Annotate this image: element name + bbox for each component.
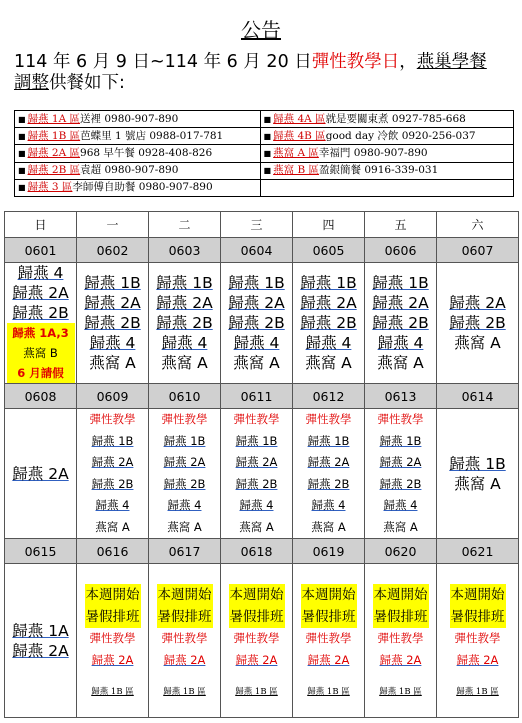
menu-line: 歸燕 2A [379, 455, 422, 469]
banner-line [221, 584, 292, 606]
menu-line: 歸燕 2B [372, 314, 429, 332]
menu-line: 歸燕 2A [163, 455, 206, 469]
vendor-name-phone: 盈銀簡餐 0916-339-031 [319, 164, 439, 177]
banner-line [293, 584, 364, 606]
menu-line: 歸燕 4 [95, 498, 130, 512]
day-cell [293, 409, 365, 539]
menu-line: 歸燕 1A [12, 621, 69, 640]
menu-line: 歸燕 1B [307, 433, 350, 448]
menu-line: 燕窩 A [377, 354, 424, 372]
day-cell [437, 564, 519, 718]
date-row [5, 539, 519, 564]
zone-tag: 歸燕 1B 區 [91, 687, 134, 697]
leave-note-line: 6 月請假 [17, 366, 64, 380]
day-cell [437, 409, 519, 539]
date-cell: 0614 [437, 384, 519, 409]
day-cell [149, 263, 221, 384]
flex-teaching-label: 彈性教學 [233, 631, 280, 645]
menu-line: 歸燕 2B [12, 304, 69, 322]
menu-line: 歸燕 2A [12, 464, 69, 483]
vendor-table [14, 110, 514, 197]
menu-line: 歸燕 1B [228, 274, 285, 292]
menu-line: 歸燕 1B [379, 433, 422, 448]
vendor-row [15, 162, 514, 179]
menu-line: 歸燕 1B [372, 274, 429, 292]
menu-line: 歸燕 4 [89, 334, 136, 352]
flex-teaching-label: 彈性教學 [305, 631, 352, 645]
bullet-icon: ■ [263, 114, 272, 124]
menu-line: 歸燕 4 [239, 498, 274, 512]
day-cell [149, 409, 221, 539]
menu-line: 歸燕 2A [228, 294, 285, 312]
date-cell: 0605 [293, 238, 365, 263]
flex-teaching-label: 彈性教學 [161, 412, 208, 426]
menu-line: 歸燕 1B [91, 433, 134, 448]
bullet-icon: ■ [18, 148, 26, 158]
vendor-zone: 歸燕 1B 區 [27, 129, 81, 142]
date-cell: 0607 [437, 238, 519, 263]
menu-line: 燕窩 A [454, 474, 501, 493]
leave-note-line: 歸燕 1A,3 [12, 326, 69, 340]
menu-line: 歸燕 2A [235, 455, 278, 469]
weekday-header: 四 [293, 212, 365, 238]
vendor-cell [260, 111, 513, 128]
banner-line [77, 584, 148, 606]
bullet-icon: ■ [18, 131, 26, 141]
vendor-cell [15, 128, 261, 145]
summer-banner: 本週開始 [229, 584, 285, 606]
zone-tag: 歸燕 1B 區 [235, 687, 278, 697]
bullet-icon: ■ [263, 131, 272, 141]
vendor-zone: 燕窩 B 區 [273, 164, 320, 177]
vendor-name-phone: 袁超 0980-907-890 [80, 164, 179, 177]
date-cell: 0604 [221, 238, 293, 263]
day-cell [365, 263, 437, 384]
flex-teaching-label: 彈性教學 [305, 412, 352, 426]
summer-banner: 本週開始 [301, 584, 357, 606]
summer-banner: 暑假排班 [301, 606, 357, 628]
day-cell [221, 263, 293, 384]
vendor-name-phone: 芭蝶里 1 號店 0988-017-781 [80, 129, 224, 142]
menu-line: 歸燕 2A [300, 294, 357, 312]
vendor-row [15, 111, 514, 128]
menu-line: 歸燕 1B [449, 454, 506, 473]
vendor-cell [15, 145, 261, 162]
menu-line: 歸燕 2B [300, 314, 357, 332]
menu-line: 歸燕 2B [235, 476, 278, 491]
menu-line: 歸燕 2A [12, 641, 69, 660]
menu-line: 歸燕 4 [383, 498, 418, 512]
menu-line: 歸燕 1B [235, 433, 278, 448]
day-cell [293, 564, 365, 718]
flex-teaching-label: 彈性教學 [161, 631, 208, 645]
menu-line: 燕窩 A [311, 519, 346, 534]
date-cell: 0616 [77, 539, 149, 564]
menu-line: 歸燕 1B [163, 433, 206, 448]
vendor-name-phone: 幸福門 0980-907-890 [318, 146, 428, 159]
menu-line: 燕窩 A [305, 354, 352, 372]
vendor-cell [260, 179, 513, 196]
menu-line: 歸燕 2A [307, 455, 350, 469]
menu-line: 歸燕 1B [300, 274, 357, 292]
vendor-zone: 歸燕 3 區 [27, 181, 73, 194]
menu-line: 歸燕 2A [379, 652, 422, 667]
day-cell [77, 564, 149, 718]
summer-banner: 本週開始 [157, 584, 213, 606]
date-cell: 0606 [365, 238, 437, 263]
menu-line: 歸燕 4 [17, 264, 64, 282]
bullet-icon: ■ [263, 166, 272, 176]
day-cell [5, 263, 77, 384]
vendor-zone: 燕窩 A 區 [273, 146, 319, 159]
day-cell [293, 263, 365, 384]
flex-teaching-label: 彈性教學 [89, 412, 136, 426]
summer-banner: 本週開始 [373, 584, 429, 606]
vendor-row [15, 179, 514, 196]
menu-line: 歸燕 2B [84, 314, 141, 332]
vendor-cell [15, 162, 261, 179]
weekday-header: 五 [365, 212, 437, 238]
menu-line: 燕窩 A [383, 519, 418, 534]
menu-line: 歸燕 2A [372, 294, 429, 312]
vendor-zone: 歸燕 2B 區 [27, 164, 81, 177]
date-row [5, 238, 519, 263]
bullet-icon: ■ [18, 183, 26, 193]
day-cell [221, 564, 293, 718]
vendor-row [15, 128, 514, 145]
banner-line [149, 606, 220, 628]
flex-teaching-label: 彈性教學 [89, 631, 136, 645]
zone-tag: 歸燕 1B 區 [307, 687, 350, 697]
vendor-name-phone: 就是要關東煮 0927-785-668 [325, 112, 466, 125]
day-cell [5, 409, 77, 539]
weekday-header: 三 [221, 212, 293, 238]
menu-line: 歸燕 2B [91, 476, 134, 491]
flex-teaching-label: 彈性教學 [454, 631, 501, 645]
vendor-cell [260, 128, 513, 145]
banner-line [149, 584, 220, 606]
menu-line: 歸燕 4 [161, 334, 208, 352]
menu-line: 歸燕 2A [456, 652, 499, 667]
date-cell: 0608 [5, 384, 77, 409]
vendor-name-phone: 968 早午餐 0928-408-826 [80, 146, 213, 159]
date-cell: 0613 [365, 384, 437, 409]
summer-banner: 本週開始 [85, 584, 141, 606]
date-cell: 0612 [293, 384, 365, 409]
menu-line: 歸燕 2A [91, 455, 134, 469]
day-cell [5, 564, 77, 718]
menu-line: 歸燕 2A [156, 294, 213, 312]
menu-line: 歸燕 4 [167, 498, 202, 512]
weekday-header: 二 [149, 212, 221, 238]
menu-line: 燕窩 A [95, 519, 130, 534]
menu-line: 歸燕 2A [163, 652, 206, 667]
vendor-cell [15, 111, 261, 128]
day-cell [365, 564, 437, 718]
menu-line: 歸燕 2B [307, 476, 350, 491]
menu-line: 歸燕 2A [84, 294, 141, 312]
day-cell [149, 564, 221, 718]
day-cell [77, 409, 149, 539]
flex-teaching-label: 彈性教學 [233, 412, 280, 426]
menu-row [5, 564, 519, 718]
bullet-icon: ■ [18, 114, 26, 124]
vendor-name-phone: 李師傅自助餐 0980-907-890 [72, 181, 213, 194]
menu-line: 燕窩 A [233, 354, 280, 372]
day-cell [437, 263, 519, 384]
summer-banner: 暑假排班 [157, 606, 213, 628]
menu-line: 歸燕 2B [228, 314, 285, 332]
flex-teaching-label: 彈性教學 [377, 631, 424, 645]
menu-line: 燕窩 A [239, 519, 274, 534]
leave-note-line: 燕窩 B [23, 346, 58, 360]
menu-line: 歸燕 1B [84, 274, 141, 292]
announcement-heading: 114 年 6 月 9 日~114 年 6 月 20 日彈性教學日，燕巢學餐 調整供餐如下: [14, 52, 487, 93]
menu-line: 燕窩 A [89, 354, 136, 372]
menu-line: 歸燕 2B [449, 314, 506, 332]
menu-line: 歸燕 4 [311, 498, 346, 512]
banner-line [77, 606, 148, 628]
menu-line: 歸燕 2B [379, 476, 422, 491]
date-cell: 0617 [149, 539, 221, 564]
date-cell: 0621 [437, 539, 519, 564]
menu-line: 歸燕 2A [12, 284, 69, 302]
menu-line: 歸燕 2A [235, 652, 278, 667]
menu-line: 歸燕 2B [163, 476, 206, 491]
date-cell: 0615 [5, 539, 77, 564]
day-cell [365, 409, 437, 539]
banner-line [437, 606, 518, 628]
bullet-icon: ■ [263, 148, 272, 158]
summer-banner: 暑假排班 [85, 606, 141, 628]
menu-line: 歸燕 2B [156, 314, 213, 332]
menu-line: 歸燕 4 [305, 334, 352, 352]
bullet-icon: ■ [18, 166, 26, 176]
vendor-cell [260, 162, 513, 179]
date-cell: 0620 [365, 539, 437, 564]
menu-row [5, 409, 519, 539]
menu-line: 燕窩 A [161, 354, 208, 372]
date-row [5, 384, 519, 409]
menu-line: 燕窩 A [167, 519, 202, 534]
weekday-header: 一 [77, 212, 149, 238]
summer-banner: 暑假排班 [450, 606, 506, 628]
vendor-zone: 歸燕 4B 區 [273, 129, 326, 142]
menu-row [5, 263, 519, 384]
vendor-name-phone: 送裡 0980-907-890 [80, 112, 179, 125]
summer-banner: 暑假排班 [373, 606, 429, 628]
day-cell [77, 263, 149, 384]
summer-banner: 本週開始 [450, 584, 506, 606]
vendor-cell [15, 179, 261, 196]
vendor-cell [260, 145, 513, 162]
zone-tag: 歸燕 1B 區 [379, 687, 422, 697]
menu-line: 歸燕 4 [377, 334, 424, 352]
date-cell: 0611 [221, 384, 293, 409]
banner-line [365, 584, 436, 606]
zone-tag: 歸燕 1B 區 [456, 687, 499, 697]
menu-line: 歸燕 1B [156, 274, 213, 292]
banner-line [221, 606, 292, 628]
menu-line: 歸燕 2A [307, 652, 350, 667]
meal-calendar [4, 211, 519, 718]
weekday-header: 六 [437, 212, 519, 238]
flex-teaching-label: 彈性教學 [377, 412, 424, 426]
banner-line [437, 584, 518, 606]
date-cell: 0618 [221, 539, 293, 564]
banner-line [293, 606, 364, 628]
vendor-zone: 歸燕 2A 區 [27, 146, 81, 159]
vendor-zone: 歸燕 4A 區 [273, 112, 326, 125]
menu-line: 歸燕 4 [233, 334, 280, 352]
vendor-name-phone: good day 冷飲 0920-256-037 [325, 129, 476, 142]
zone-tag: 歸燕 1B 區 [163, 687, 206, 697]
summer-banner: 暑假排班 [229, 606, 285, 628]
leave-note [7, 323, 75, 383]
weekday-header-row [5, 212, 519, 238]
date-cell: 0619 [293, 539, 365, 564]
banner-line [365, 606, 436, 628]
menu-line: 燕窩 A [454, 334, 501, 352]
date-cell: 0609 [77, 384, 149, 409]
date-cell: 0602 [77, 238, 149, 263]
date-cell: 0601 [5, 238, 77, 263]
day-cell [221, 409, 293, 539]
vendor-zone: 歸燕 1A 區 [27, 112, 81, 125]
announcement-title: 公告 [241, 18, 281, 42]
menu-line: 歸燕 2A [449, 294, 506, 312]
menu-line: 歸燕 2A [91, 652, 134, 667]
date-cell: 0603 [149, 238, 221, 263]
weekday-header: 日 [5, 212, 77, 238]
vendor-row [15, 145, 514, 162]
date-cell: 0610 [149, 384, 221, 409]
